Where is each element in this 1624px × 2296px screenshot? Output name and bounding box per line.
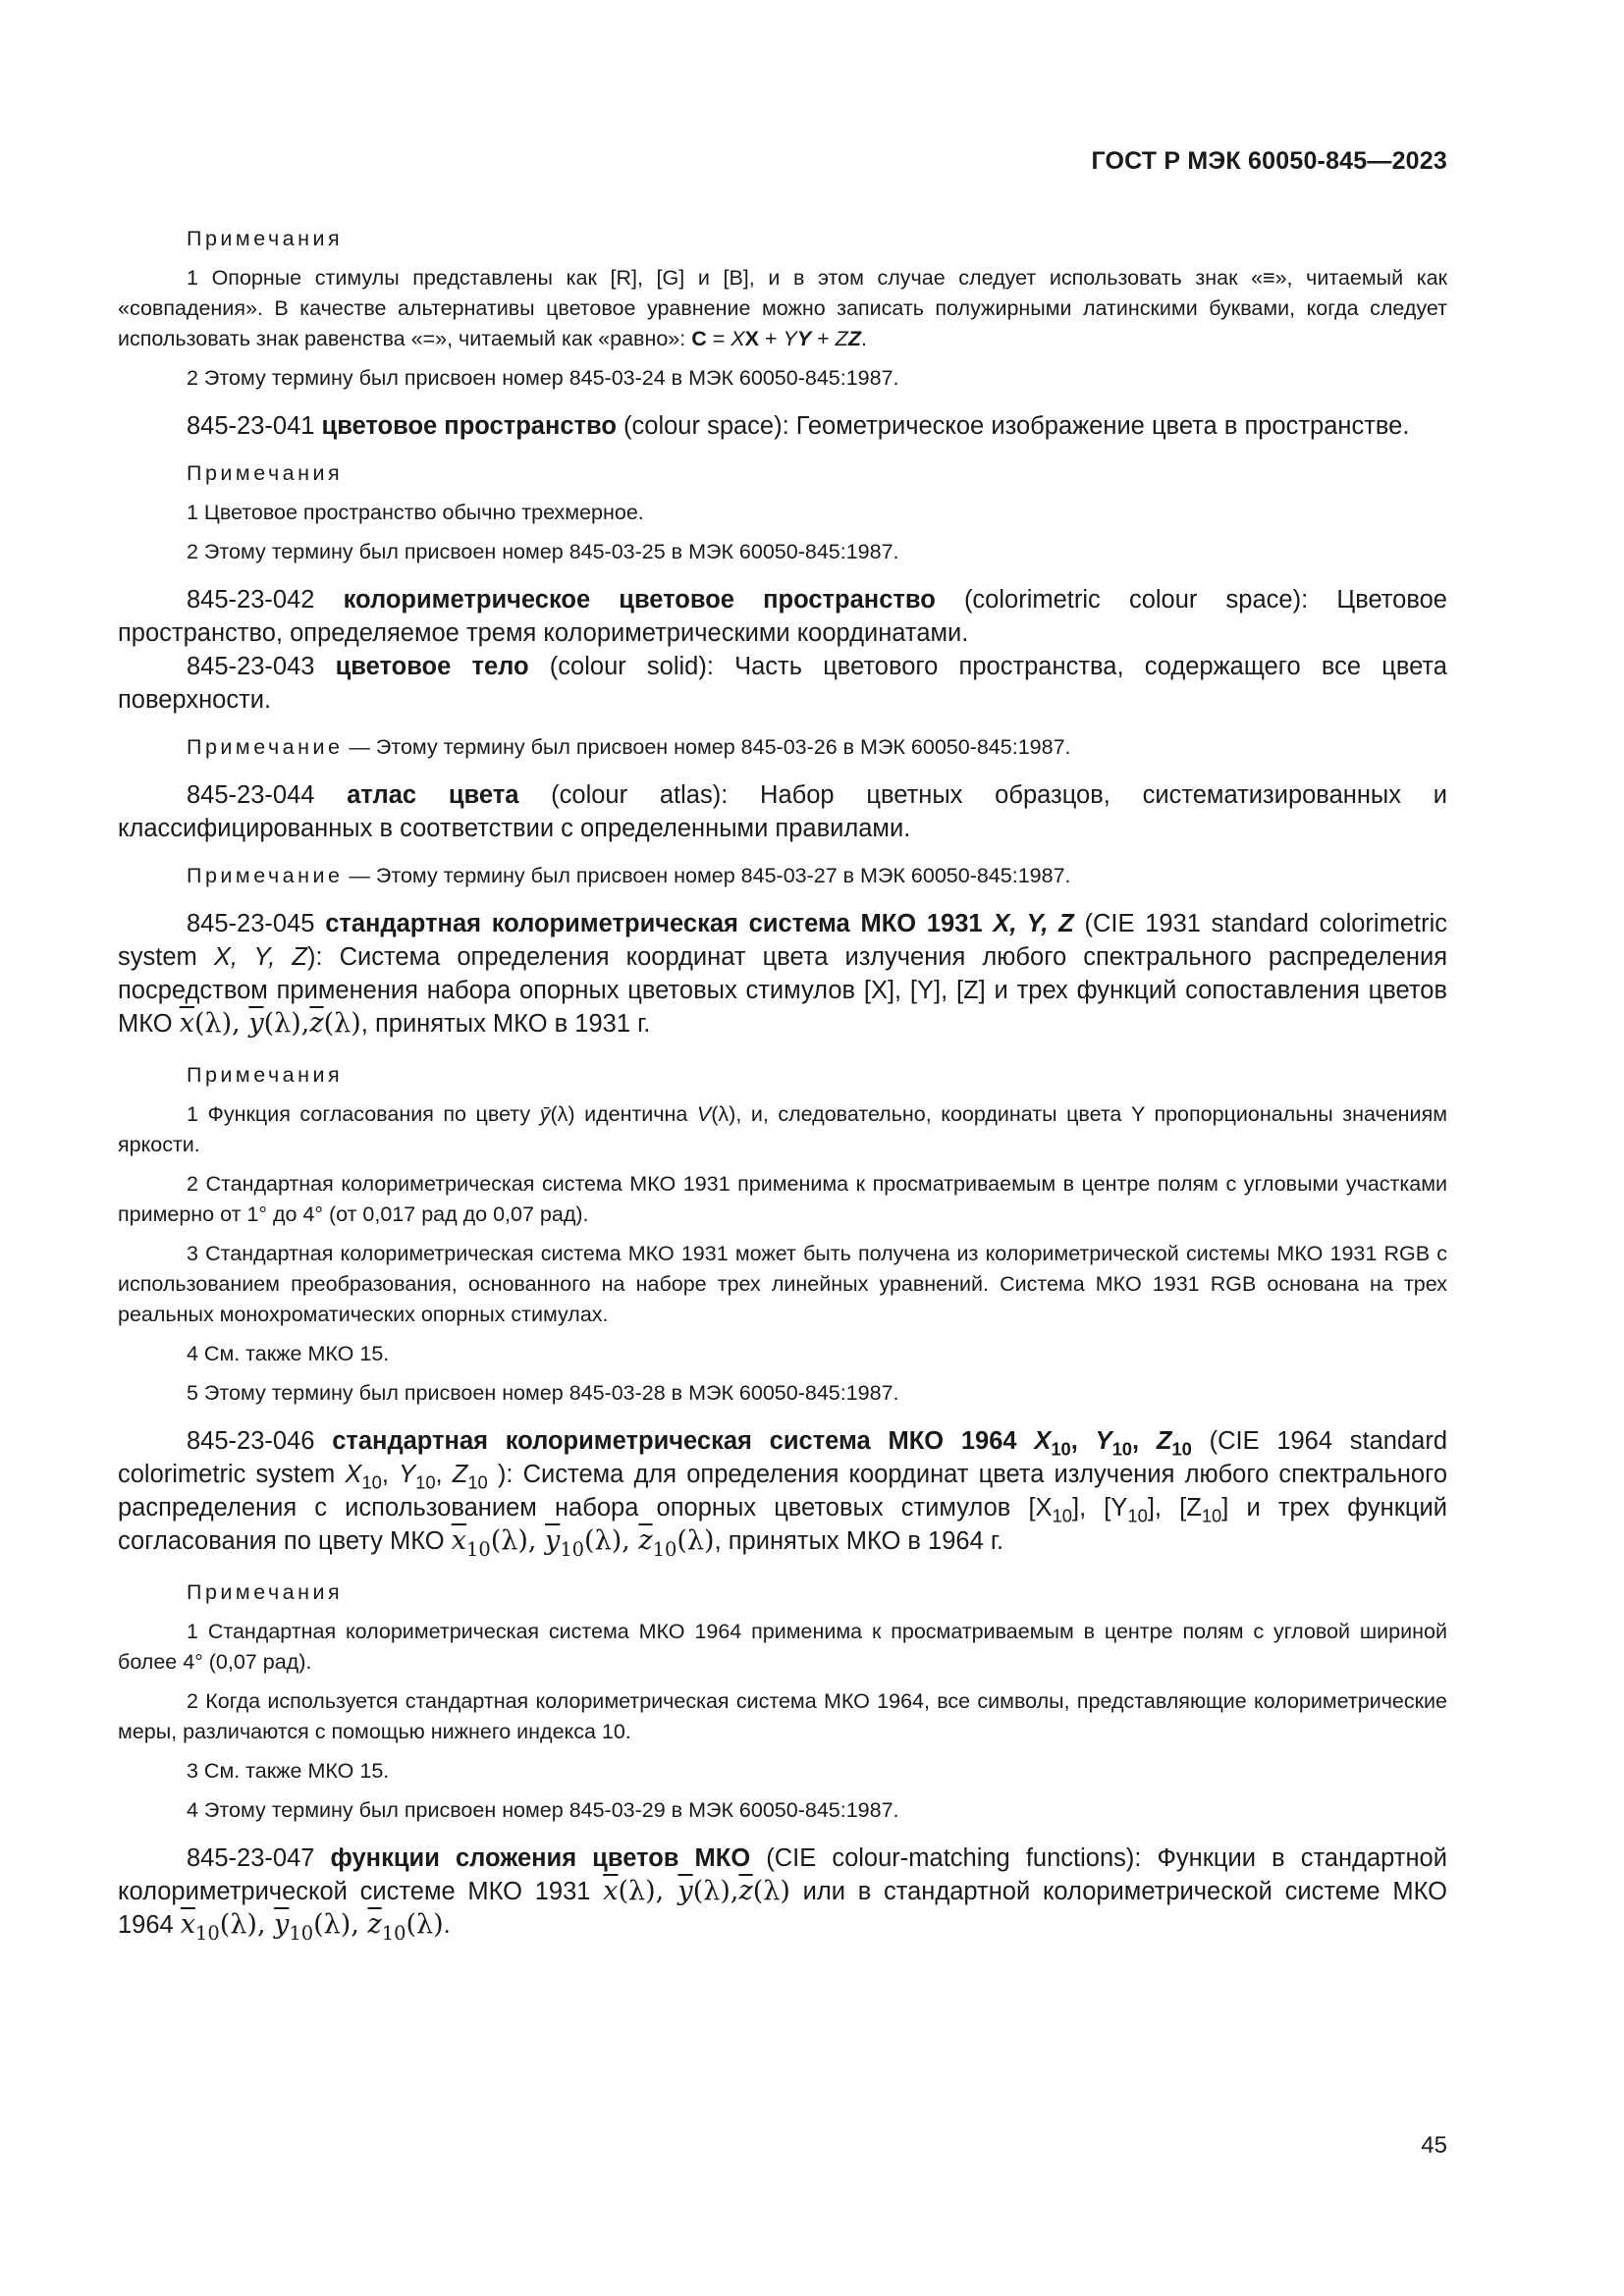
note: 5 Этому термину был присвоен номер 845-03-28 в МЭК 60050-845:1987.: [187, 1381, 899, 1405]
document-page: [118, 0, 1447, 2296]
note: Примечание — Этому термину был присвоен номер 845-03-27 в МЭК 60050-845:1987.: [187, 864, 1071, 887]
note: 2 Когда используется стандартная колориметрическая система МКО 1964, все символы, представляющие колориметрические меры, различаются с помощью нижнего индекса 10.: [118, 1689, 1447, 1743]
notes-heading: Примечания: [187, 227, 344, 250]
note: 4 См. также МКО 15.: [187, 1342, 390, 1365]
term-entry-043: 845-23-043 цветовое тело (colour solid): Часть цветового пространства, содержащего все цвета поверхности.: [118, 653, 1447, 714]
notes-heading: Примечания: [187, 1063, 344, 1087]
note: 1 Функция согласования по цвету ȳ(λ) идентична V(λ), и, следовательно, координаты цвета Y пропорциональны значениям яркости.: [118, 1102, 1447, 1156]
term-entry-047: 845-23-047 функции сложения цветов МКО (CIE colour-matching functions): Функции в стандартной колориметрической системе МКО 1931 $\overline{x}(\lambda)$, $\overline{y}(\lambda),\overline{z}(\lambda)$ или в стандартной колориметрической системе МКО 1964 $\overline{x}_{10}(\lambda)$, $\overline{y}_{10}(\lambda)$, $\overline{z}_{10}(\lambda)$.: [118, 1844, 1447, 1945]
term-entry-044: 845-23-044 атлас цвета (colour atlas): Набор цветных образцов, систематизированных и классифицированных в соответствии с определенными правилами.: [118, 781, 1447, 842]
note: 3 См. также МКО 15.: [187, 1759, 390, 1783]
note: 1 Цветовое пространство обычно трехмерное.: [187, 501, 644, 524]
term-entry-046: 845-23-046 стандартная колориметрическая система МКО 1964 $X_{10}$, $Y_{10}$, $Z_{10}$ (CIE 1964 standard colorimetric system $X_{10}$, $Y_{10}$, $Z_{10}$ ): Система для определения координат цвета излучения любого спектрального распределения с использованием набора опорных цветовых стимулов $[X_{10}]$, $[Y_{10}]$, $[Z_{10}]$ и трех функций согласования по цвету МКО $\overline{x}_{10}(\lambda)$, $\overline{y}_{10}(\lambda)$, $\overline{z}_{10}(\lambda)$, принятых МКО в 1964 г.: [118, 1427, 1448, 1561]
term-entry-042: 845-23-042 колориметрическое цветовое пространство (colorimetric colour space): Цветовое пространство, определяемое тремя колориметрическими координатами.: [118, 586, 1447, 647]
note: 2 Этому термину был присвоен номер 845-03-24 в МЭК 60050-845:1987.: [187, 366, 899, 390]
note: 1 Стандартная колориметрическая система МКО 1964 применима к просматриваемым в центре полям с угловой шириной более 4° (0,07 рад).: [118, 1620, 1447, 1674]
term-entry-045: 845-23-045 стандартная колориметрическая система МКО 1931 X, Y, Z (CIE 1931 standard colorimetric system X, Y, Z): Система определения координат цвета излучения любого спектрального распределения посредством применения набора опорных цветовых стимулов [X], [Y], [Z] и трех функций сопоставления цветов МКО $\overline{x}(\lambda)$, $\overline{y}(\lambda),\overline{z}(\lambda)$, принятых МКО в 1931 г.: [118, 910, 1448, 1039]
notes-heading: Примечания: [187, 1580, 344, 1604]
note: 2 Этому термину был присвоен номер 845-03-25 в МЭК 60050-845:1987.: [187, 540, 899, 563]
note: 2 Стандартная колориметрическая система МКО 1931 применима к просматриваемым в центре полям с угловыми участками примерно от 1° до 4° (от 0,017 рад до 0,07 рад).: [118, 1172, 1447, 1226]
page-number: 45: [1421, 2132, 1447, 2159]
term-entry-041: 845-23-041 цветовое пространство (colour space): Геометрическое изображение цвета в пространстве.: [187, 412, 1410, 440]
note: 1 Опорные стимулы представлены как [R], [G] и [B], и в этом случае следует использовать знак «≡», читаемый как «совпадения». В качестве альтернативы цветовое уравнение можно записать полужирными латинскими буквами, когда следует использовать знак равенства «=», читаемый как «равно»: C = XX + YY + ZZ.: [118, 266, 1447, 350]
document-body: [118, 224, 1448, 1945]
document-header: ГОСТ Р МЭК 60050-845—2023: [1091, 147, 1447, 175]
notes-heading: Примечания: [187, 461, 344, 485]
note: Примечание — Этому термину был присвоен номер 845-03-26 в МЭК 60050-845:1987.: [187, 735, 1071, 759]
note: 4 Этому термину был присвоен номер 845-03-29 в МЭК 60050-845:1987.: [187, 1798, 899, 1822]
note: 3 Стандартная колориметрическая система МКО 1931 может быть получена из колориметрической системы МКО 1931 RGB с использованием преобразования, основанного на наборе трех линейных уравнений. Система МКО 1931 RGB основана на трех реальных монохроматических опорных стимулах.: [118, 1242, 1447, 1326]
